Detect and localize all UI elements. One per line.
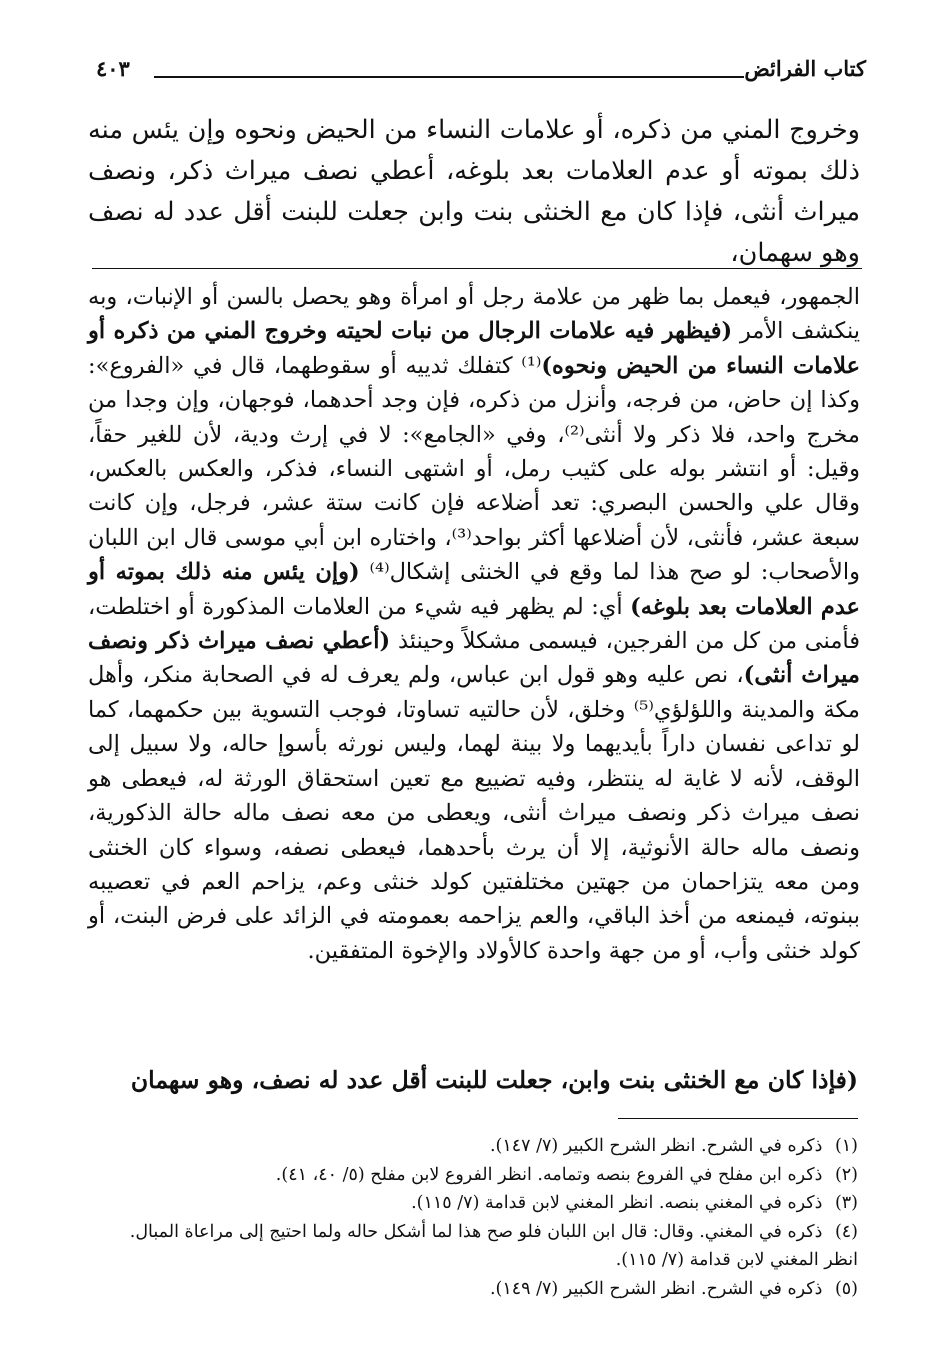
header-rule <box>154 76 744 78</box>
page-number: ٤٠٣ <box>96 56 130 81</box>
commentary-text-4: ، نص عليه وهو قول ابن عباس، ولم يعرف له في الصحابة منكر، وأهل مكة والمدينة واللؤلؤي⁽⁵⁾ وخلق، لأن حالتيه تساوتا، فوجب التسوية بين حكمهما، كما لو تداعى نفسان داراً بأيديهما ولا بينة لهما، وليس نورثه بأسوإ حاله، ولا سبيل إلى الوقف، لأنه لا غاية له ينتظر، وفيه تضييع مع تعين استحقاق الورثة له، فيعطى هو نصف ميراث ذكر ونصف ميراث أنثى، ويعطى من معه نصف ماله حالة الذكورية، ونصف ماله حالة الأنوثية، إلا أن يرث بأحدهما، فيعطى نصفه، وسواء كان الخنثى ومن معه يتزاحمان من جهتين مختلفتين كولد خنثى وعم، يزاحم العم في تعصيبه ببنوته، فيمنعه من أخذ الباقي، والعم يزاحمه بعمومته في الزائد على فرض البنت، أو كولد خنثى وأب، أو من جهة واحدة كالأولاد والإخوة المتفقين. <box>88 662 860 964</box>
chapter-title: كتاب الفرائض <box>744 56 866 81</box>
main-text <box>88 110 860 274</box>
footnote-separator <box>618 1118 858 1119</box>
commentary-text-3: أي: لم يظهر فيه شيء من العلامات المذكورة أو اختلطت، فأمنى من كل من الفرجين، فيسمى مشكلاً وحينئذ <box>88 593 860 655</box>
text-separator <box>92 268 862 269</box>
commentary <box>88 280 860 968</box>
footnote <box>88 1275 858 1304</box>
footnote <box>88 1161 858 1190</box>
footnote-text: ذكره في المغني بنصه. انظر المغني لابن قدامة (٧/ ١١٥). <box>411 1193 823 1213</box>
footnote-number: (٢) <box>834 1164 858 1185</box>
commentary-text-1: الجمهور، فيعمل بما ظهر من علامة رجل أو امرأة وهو يحصل بالسن أو الإنبات، وبه ينكشف الأمر <box>88 284 860 345</box>
commentary-text-2: ⁽¹⁾ كتفلك ثدييه أو سقوطهما، قال في «الفروع»: وكذا إن حاض، من فرجه، وأنزل من ذكره، فإن وجد أحدهما، فوجهان، وإن وجدا من مخرج واحد، فلا ذكر ولا أنثى⁽²⁾، وفي «الجامع»: لا في إرث ودية، لأن للغير حقاً، وقيل: أو انتشر بوله على كثيب رمل، أو اشتهى النساء، فذكر، والعكس بالعكس، وقال علي والحسن البصري: تعد أضلاعه فإن كانت ستة عشر، فرجل، وإن كانت سبعة عشر، فأنثى، لأن أضلاعها أكثر بواحد⁽³⁾، واختاره ابن أبي موسى قال ابن اللبان والأصحاب: لو صح هذا لما وقع في الخنثى إشكال⁽⁴⁾ <box>88 352 860 586</box>
footnote <box>88 1132 858 1161</box>
commentary-quote-2: (وإن يئس منه ذلك بموته أو عدم العلامات بعد بلوغه) <box>88 559 860 620</box>
footnote-number: (١) <box>834 1136 858 1156</box>
footnote-number: (٥) <box>834 1278 858 1299</box>
footnotes <box>88 1132 858 1303</box>
main-text-paragraph: وخروج المني من ذكره، أو علامات النساء من الحيض ونحوه وإن يئس منه ذلك بموته أو عدم العلامات بعد بلوغه، أعطي نصف ميراث ذكر، ونصف ميراث أنثى، فإذا كان مع الخنثى بنت وابن جعلت للبنت أقل عدد له نصف وهو سهمان، <box>88 115 860 268</box>
running-header <box>96 52 866 92</box>
footnote-text: ذكره في المغني. وقال: قال ابن اللبان فلو صح هذا لما أشكل حاله ولما احتيج إلى مراعاة المبال. <box>129 1221 823 1242</box>
commentary-quote-3: (أعطي نصف ميراث ذكر ونصف ميراث أنثى) <box>88 628 860 689</box>
footnote-continuation: انظر المغني لابن قدامة (٧/ ١١٥). <box>615 1250 858 1270</box>
footnote <box>88 1218 858 1247</box>
commentary-paragraph <box>88 280 860 968</box>
main-text-continuation: (فإذا كان مع الخنثى بنت وابن، جعلت للبنت أقل عدد له نصف، وهو سهمان <box>130 1066 858 1094</box>
footnote <box>88 1189 858 1218</box>
footnote-text: ذكره ابن مفلح في الفروع بنصه وتمامه. انظر الفروع لابن مفلح (٥/ ٤٠، ٤١). <box>275 1164 823 1185</box>
footnote-text: ذكره في الشرح. انظر الشرح الكبير (٧/ ١٤٧). <box>489 1136 823 1156</box>
footnote-text: ذكره في الشرح. انظر الشرح الكبير (٧/ ١٤٩). <box>489 1278 823 1299</box>
footnote-number: (٣) <box>834 1193 858 1213</box>
commentary-quote-1: (فيظهر فيه علامات الرجال من نبات لحيته وخروج المني من ذكره أو علامات النساء من الحيض ونحوه) <box>88 318 860 379</box>
footnote-number: (٤) <box>834 1221 858 1242</box>
